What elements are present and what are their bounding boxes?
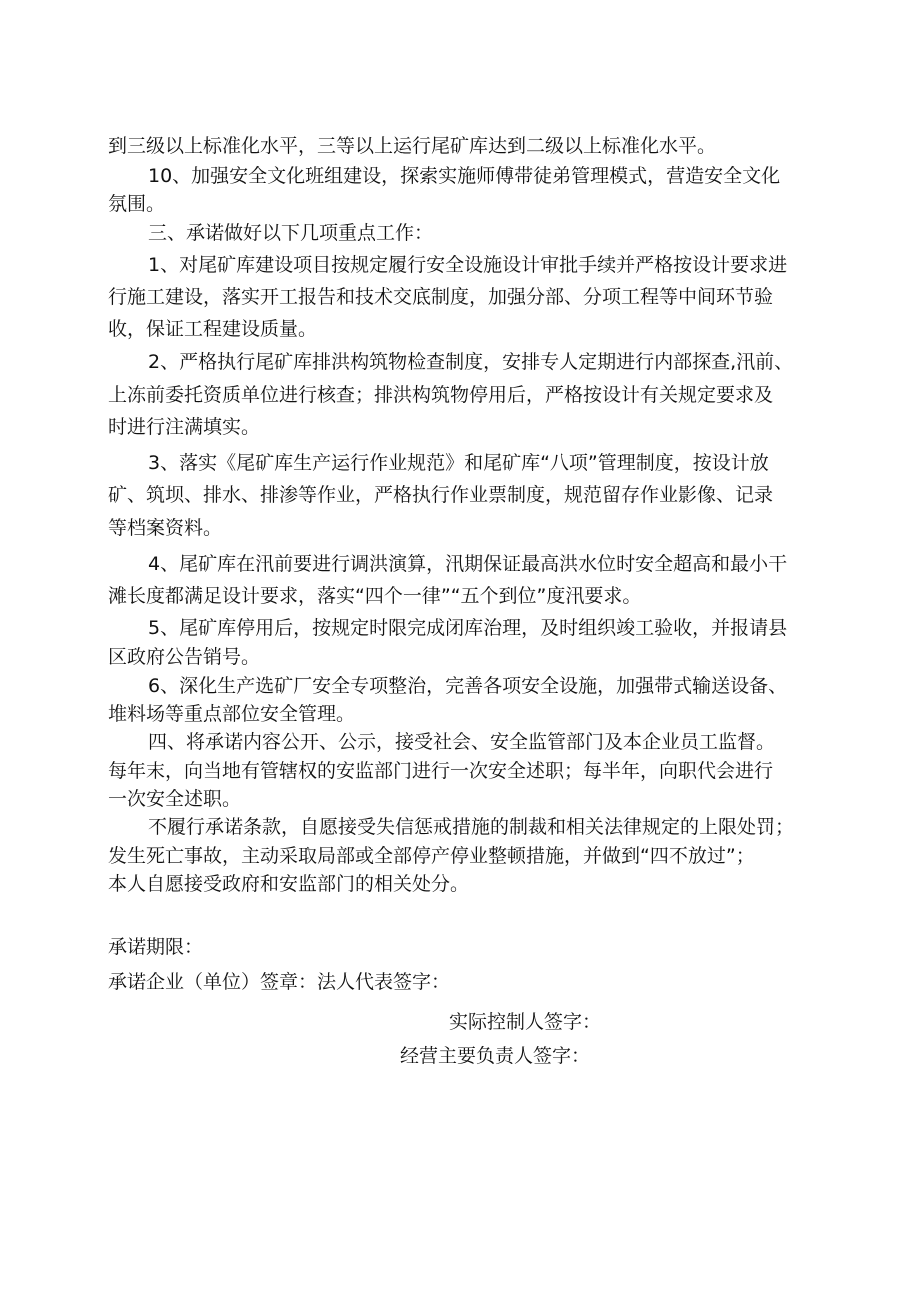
text-line: 本人自愿接受政府和安监部门的相关处分。 bbox=[108, 873, 470, 895]
text-line: 3、落实《尾矿库生产运行作业规范》和尾矿库“八项”管理制度，按设计放 bbox=[148, 452, 769, 474]
text-line: 矿、筑坝、排水、排渗等作业，严格执行作业票制度，规范留存作业影像、记录 bbox=[108, 484, 774, 506]
text-line: 6、深化生产选矿厂安全专项整治，完善各项安全设施，加强带式输送设备、 bbox=[148, 675, 788, 697]
text-line: 氛围。 bbox=[108, 193, 166, 215]
text-line: 10、加强安全文化班组建设，探索实施师傅带徒弟管理模式，营造安全文化 bbox=[148, 165, 781, 187]
text-line: 行施工建设，落实开工报告和技术交底制度，加强分部、分项工程等中间环节验 bbox=[108, 286, 774, 308]
text-line: 每年末，向当地有管辖权的安监部门进行一次安全述职；每半年，向职代会进行 bbox=[108, 760, 774, 782]
text-line: 滩长度都满足设计要求，落实“四个一律”“五个到位”度汛要求。 bbox=[108, 585, 642, 607]
commitment-period-label: 承诺期限： bbox=[108, 936, 204, 958]
text-line: 1、对尾矿库建设项目按规定履行安全设施设计审批手续并严格按设计要求进 bbox=[148, 254, 788, 276]
text-line: 2、严格执行尾矿库排洪构筑物检查制度，安排专人定期进行内部探查,汛前、 bbox=[148, 351, 794, 373]
text-line: 堆料场等重点部位安全管理。 bbox=[108, 703, 356, 725]
text-line: 到三级以上标准化水平，三等以上运行尾矿库达到二级以上标准化水平。 bbox=[108, 135, 717, 157]
text-line: 收，保证工程建设质量。 bbox=[108, 318, 318, 340]
text-line: 上冻前委托资质单位进行核查；排洪构筑物停用后，严格按设计有关规定要求及 bbox=[108, 384, 774, 406]
text-line: 区政府公告销号。 bbox=[108, 646, 261, 668]
manager-signature-label: 经营主要负责人签字： bbox=[400, 1045, 591, 1067]
text-line: 时进行注满填实。 bbox=[108, 416, 261, 438]
text-line: 4、尾矿库在汛前要进行调洪演算，汛期保证最高洪水位时安全超高和最小干 bbox=[148, 553, 788, 575]
section-heading: 四、将承诺内容公开、公示，接受社会、安全监管部门及本企业员工监督。 bbox=[148, 731, 776, 753]
text-line: 5、尾矿库停用后，按规定时限完成闭库治理，及时组织竣工验收，并报请县 bbox=[148, 617, 788, 639]
text-line: 等档案资料。 bbox=[108, 517, 223, 539]
text-line: 不履行承诺条款，自愿接受失信惩戒措施的制裁和相关法律规定的上限处罚； bbox=[148, 816, 795, 838]
section-heading: 三、承诺做好以下几项重点工作： bbox=[148, 222, 434, 244]
text-line: 发生死亡事故，主动采取局部或全部停产停业整顿措施，并做到“四不放过”； bbox=[108, 845, 755, 867]
controller-signature-label: 实际控制人签字： bbox=[449, 1011, 602, 1033]
text-line: 一次安全述职。 bbox=[108, 788, 242, 810]
enterprise-signature-label: 承诺企业（单位）签章：法人代表签字： bbox=[108, 971, 451, 993]
